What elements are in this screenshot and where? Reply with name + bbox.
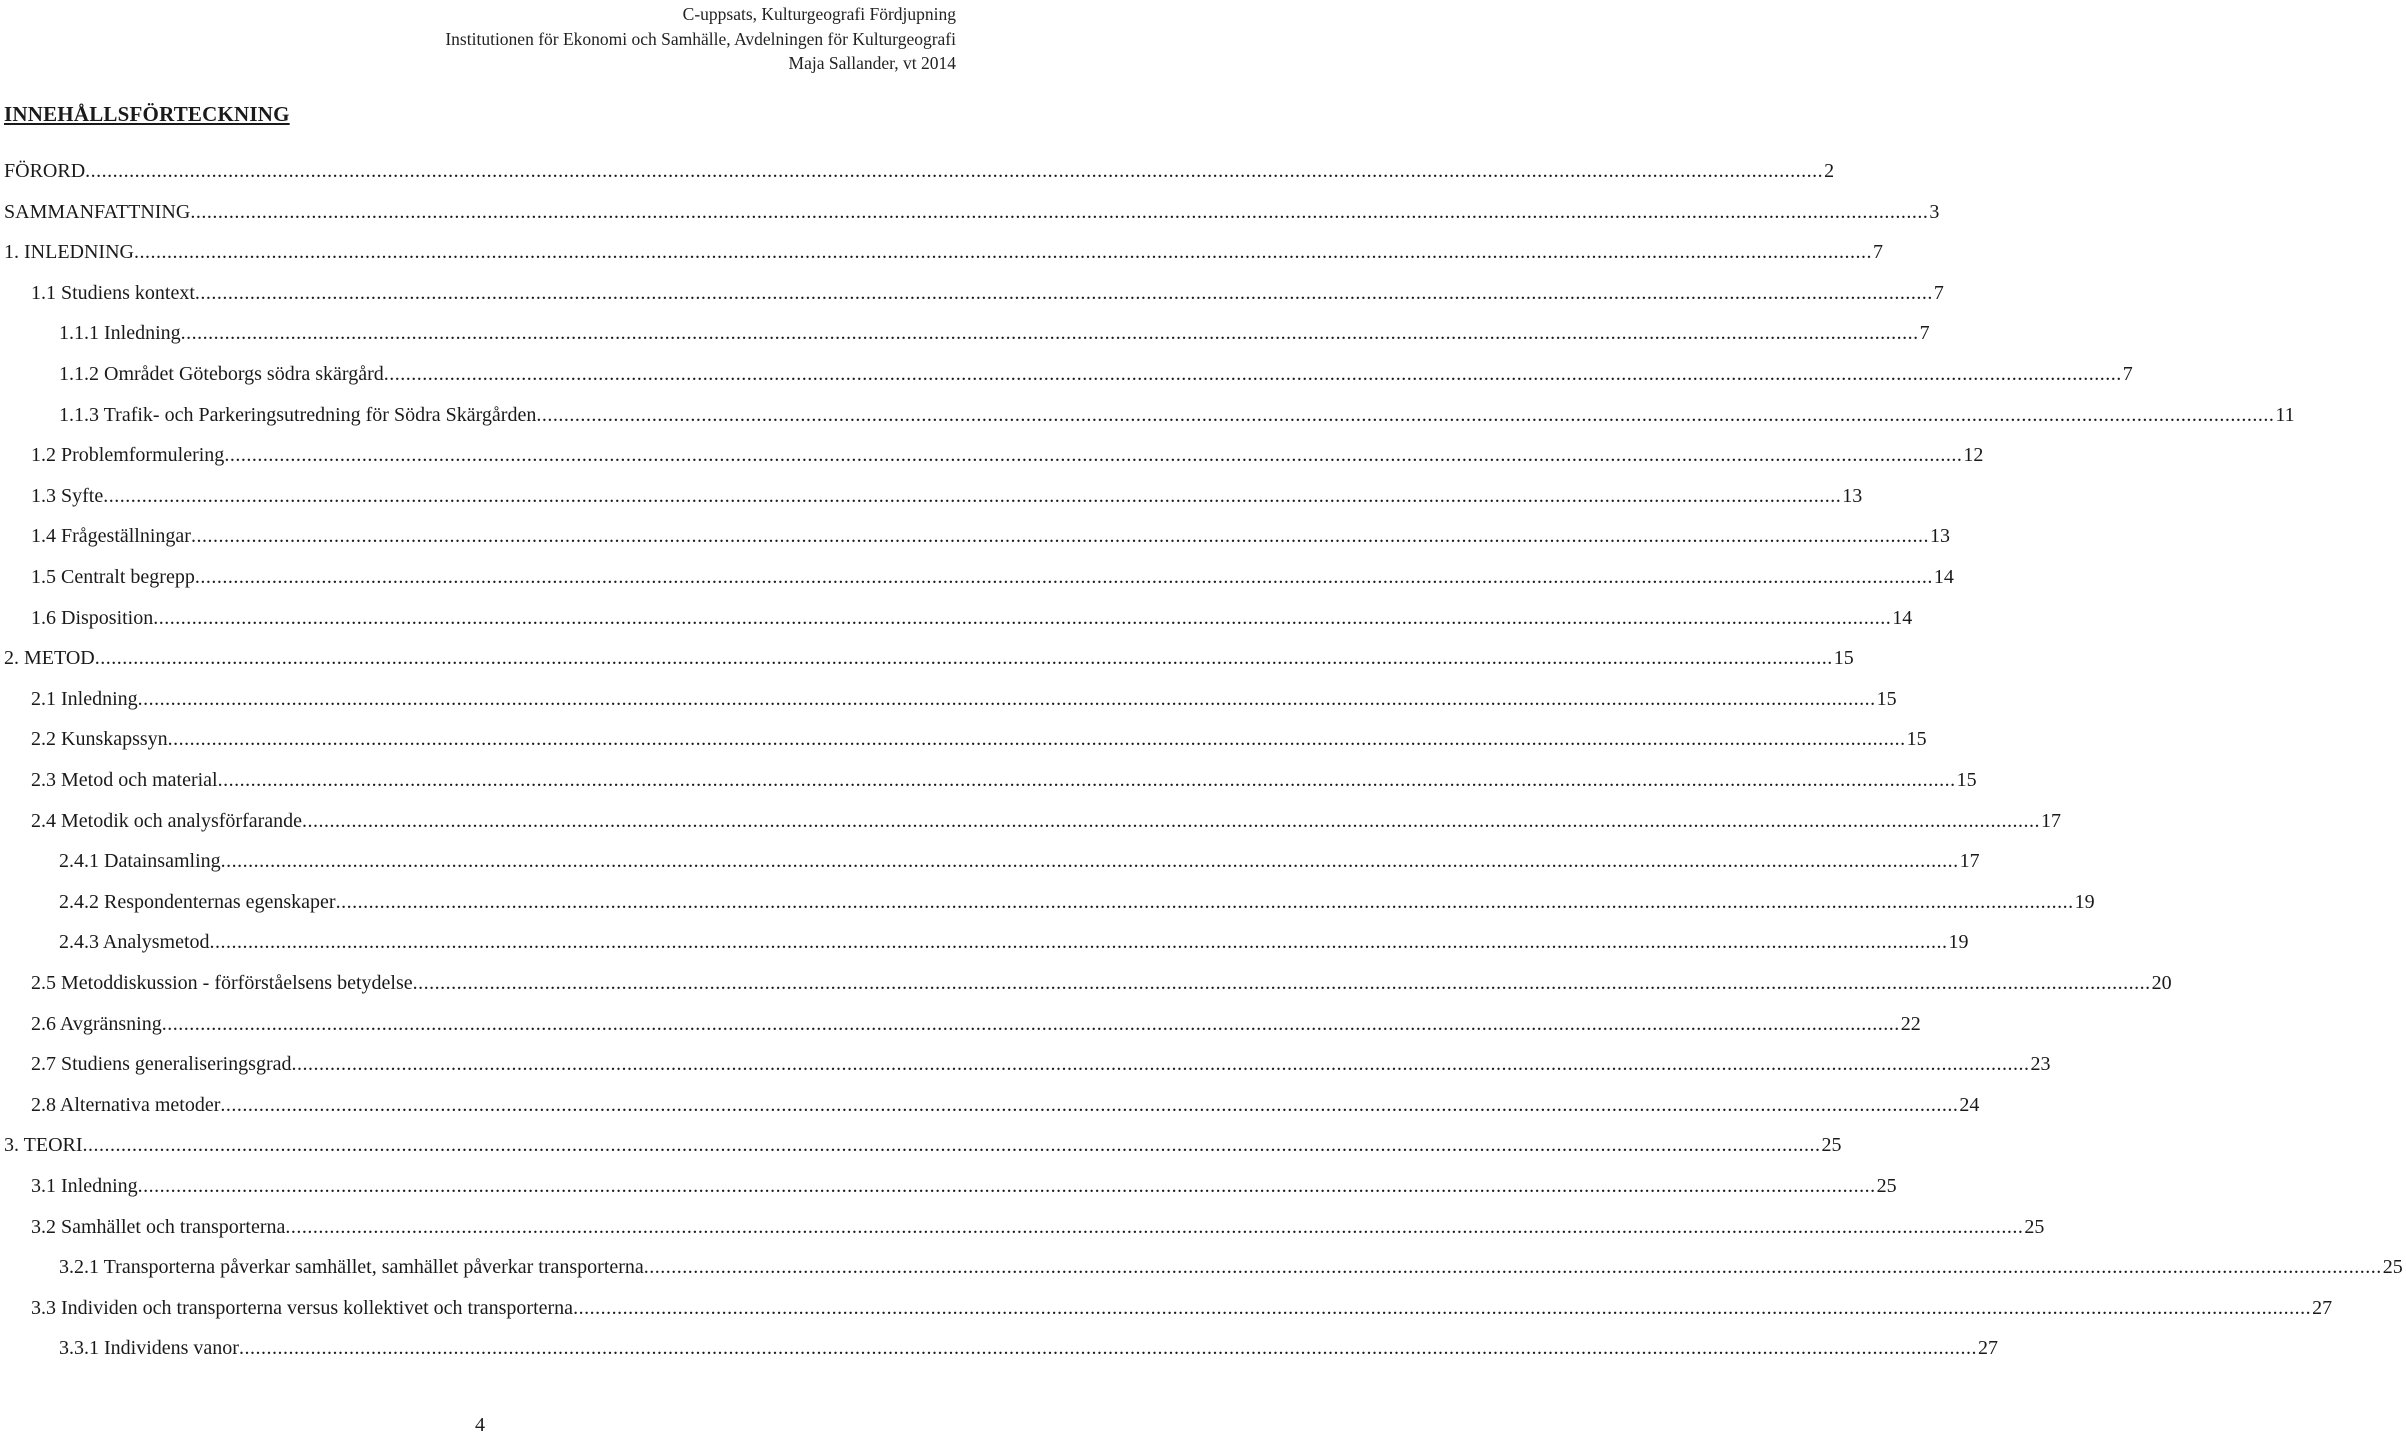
toc-entry[interactable]: [0, 275, 1944, 305]
toc-entry-page: 7: [1872, 241, 1883, 264]
toc-entry[interactable]: [0, 762, 1977, 792]
toc-entry-page: 14: [1933, 566, 1954, 588]
toc-entry[interactable]: [0, 843, 1980, 873]
toc-entry-label: 1.1.2 Området Göteborgs södra skärgård: [59, 363, 384, 385]
toc-entry[interactable]: [0, 437, 1984, 467]
toc-entry[interactable]: [0, 600, 1913, 630]
toc-entry-page: 20: [2151, 972, 2172, 994]
toc-entry[interactable]: [0, 518, 1950, 548]
toc-entry-page: 15: [1906, 728, 1927, 751]
toc-dot-leader: [536, 403, 2274, 427]
toc-dot-leader: [83, 1133, 1821, 1157]
toc-entry-label: 2.2 Kunskapssyn: [31, 728, 168, 751]
toc-entry-page: 7: [1933, 281, 1944, 304]
toc-dot-leader: [218, 768, 1956, 792]
toc-entry[interactable]: [0, 1168, 1897, 1198]
toc-entry[interactable]: [0, 234, 1883, 264]
toc-entry[interactable]: [0, 478, 1863, 508]
toc-entry-page: 19: [1948, 931, 1969, 954]
toc-entry[interactable]: [0, 803, 2062, 833]
toc-entry-label: 2.7 Studiens generaliseringsgrad: [31, 1053, 292, 1076]
toc-dot-leader: [181, 321, 1919, 345]
toc-dot-leader: [644, 1255, 2382, 1279]
toc-entry-label: SAMMANFATTNING: [4, 200, 191, 223]
toc-entry-page: 11: [2275, 403, 2295, 426]
toc-entry-label: 2.6 Avgränsning: [31, 1012, 162, 1035]
toc-entry-label: 1. INLEDNING: [4, 241, 134, 264]
toc-entry-label: 1.4 Frågeställningar: [31, 525, 191, 548]
toc-entry-label: FÖRORD: [4, 160, 86, 182]
toc-entry[interactable]: [0, 1046, 2051, 1076]
toc-entry-page: 13: [1929, 525, 1950, 548]
toc-dot-leader: [413, 971, 2151, 995]
toc-entry[interactable]: [0, 681, 1897, 711]
toc-entry-label: 3.3.1 Individens vanor: [59, 1337, 239, 1360]
toc-entry[interactable]: [0, 884, 2095, 914]
header-institution: Institutionen för Ekonomi och Samhälle, Avdelningen för Kulturgeografi: [445, 28, 956, 49]
toc-entry-label: 1.2 Problemformulering: [31, 444, 225, 467]
toc-entry-label: 3. TEORI: [4, 1134, 83, 1157]
toc-entry-page: 15: [1876, 687, 1897, 710]
toc-entry-page: 23: [2030, 1053, 2051, 1076]
toc-entry-label: 2.8 Alternativa metoder: [31, 1093, 221, 1116]
toc-entry[interactable]: [0, 1006, 1921, 1036]
toc-dot-leader: [85, 159, 1823, 183]
toc-dot-leader: [195, 565, 1933, 589]
toc-dot-leader: [153, 606, 1891, 630]
toc-entry-page: 7: [2122, 363, 2133, 385]
toc-entry-page: 12: [1963, 444, 1984, 467]
toc-entry-page: 22: [1900, 1012, 1921, 1035]
toc-entry-page: 19: [2074, 890, 2095, 913]
toc-entry[interactable]: [0, 356, 2133, 386]
toc-entry-label: 3.2.1 Transporterna påverkar samhället, samhället påverkar transporterna: [59, 1256, 644, 1279]
toc-entry-label: 3.2 Samhället och transporterna: [31, 1215, 286, 1238]
toc-entry-label: 2.4.3 Analysmetod: [59, 931, 210, 954]
toc-entry-label: 2.4.1 Datainsamling: [59, 850, 221, 873]
toc-dot-leader: [138, 687, 1876, 711]
toc-entry[interactable]: [0, 153, 1835, 183]
toc-entry[interactable]: [0, 315, 1930, 345]
toc-entry-page: 15: [1956, 769, 1977, 791]
toc-dot-leader: [103, 484, 1841, 508]
toc-entry-label: 2.4.2 Respondenternas egenskaper: [59, 890, 336, 913]
toc-entry[interactable]: [0, 640, 1854, 670]
toc-entry-page: 14: [1892, 606, 1913, 629]
toc-entry-page: 25: [2382, 1256, 2403, 1279]
toc-entry-page: 25: [1876, 1175, 1897, 1197]
toc-entry-label: 1.3 Syfte: [31, 484, 104, 507]
toc-entry-page: 3: [1929, 200, 1940, 223]
toc-entry[interactable]: [0, 194, 1940, 224]
toc-entry[interactable]: [0, 965, 2172, 995]
page-title: INNEHÅLLSFÖRTECKNING: [4, 102, 290, 126]
toc-entry[interactable]: [0, 1209, 2045, 1239]
toc-dot-leader: [191, 524, 1929, 548]
toc-entry-label: 1.1.1 Inledning: [59, 322, 181, 345]
toc-dot-leader: [239, 1336, 1977, 1360]
toc-entry[interactable]: [0, 397, 2295, 427]
toc-entry[interactable]: [0, 559, 1954, 589]
toc-entry[interactable]: [0, 924, 1969, 954]
toc-dot-leader: [224, 443, 1962, 467]
toc-entry-label: 1.1 Studiens kontext: [31, 281, 195, 304]
toc-entry-page: 25: [1821, 1134, 1842, 1157]
toc-entry-label: 2.3 Metod och material: [31, 769, 218, 791]
toc-entry[interactable]: [0, 1290, 2333, 1320]
toc-entry-page: 27: [1977, 1337, 1998, 1360]
toc-entry-label: 1.6 Disposition: [31, 606, 154, 629]
page-header: [445, 2, 956, 76]
toc-entry[interactable]: [0, 1127, 1842, 1157]
toc-dot-leader: [190, 200, 1928, 224]
toc-dot-leader: [336, 890, 2074, 914]
toc-entry[interactable]: [0, 1330, 1998, 1360]
toc-dot-leader: [573, 1296, 2311, 1320]
toc-dot-leader: [384, 362, 2122, 386]
toc-entry-label: 2. METOD: [4, 647, 95, 670]
toc-dot-leader: [210, 930, 1948, 954]
toc-entry-page: 24: [1959, 1093, 1980, 1116]
toc-dot-leader: [162, 1012, 1900, 1036]
page-number: 4: [475, 1414, 485, 1436]
toc-dot-leader: [285, 1215, 2023, 1239]
toc-entry-page: 25: [2024, 1215, 2045, 1238]
toc-entry[interactable]: [0, 721, 1927, 751]
header-author: Maja Sallander, vt 2014: [788, 53, 956, 73]
toc-entry-page: 27: [2312, 1296, 2333, 1319]
toc-entry-label: 3.3 Individen och transporterna versus kollektivet och transporterna: [31, 1296, 574, 1319]
toc-dot-leader: [292, 1052, 2030, 1076]
toc-entry-label: 1.5 Centralt begrepp: [31, 566, 195, 588]
toc-entry[interactable]: [0, 1249, 2403, 1279]
toc-entry-page: 2: [1824, 160, 1835, 182]
toc-entry-label: 2.5 Metoddiskussion - förförståelsens betydelse: [31, 972, 413, 994]
toc-entry-page: 13: [1842, 484, 1863, 507]
toc-entry-label: 3.1 Inledning: [31, 1175, 138, 1197]
toc-dot-leader: [220, 1093, 1958, 1117]
toc-entry-label: 1.1.3 Trafik- och Parkeringsutredning för Södra Skärgården: [59, 403, 537, 426]
toc-entry[interactable]: [0, 1087, 1980, 1117]
toc-entry-label: 2.1 Inledning: [31, 687, 138, 710]
toc-dot-leader: [134, 240, 1872, 264]
header-course: C-uppsats, Kulturgeografi Fördjupning: [682, 4, 956, 24]
toc-entry-page: 17: [1959, 850, 1980, 873]
toc-dot-leader: [195, 281, 1933, 305]
toc-dot-leader: [138, 1174, 1876, 1198]
toc-dot-leader: [302, 809, 2040, 833]
toc-dot-leader: [168, 727, 1906, 751]
toc-dot-leader: [221, 849, 1959, 873]
toc-entry-page: 17: [2041, 809, 2062, 832]
toc-entry-page: 15: [1833, 647, 1854, 670]
toc-dot-leader: [95, 646, 1833, 670]
toc-entry-label: 2.4 Metodik och analysförfarande: [31, 809, 303, 832]
toc-entry-page: 7: [1919, 322, 1930, 345]
